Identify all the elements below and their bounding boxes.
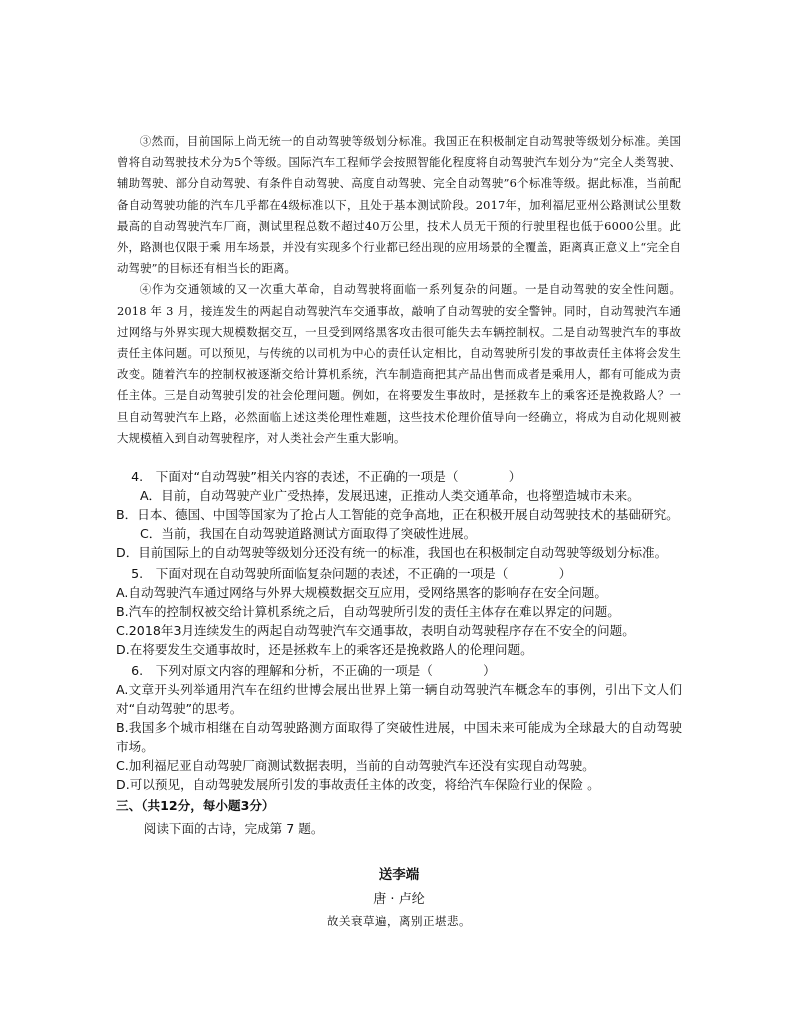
question-5-option-b: B.汽车的控制权被交给计算机系统之后，自动驾驶所引发的责任主体存在难以界定的问题。 <box>116 604 620 619</box>
question-5-stem: 5. 下面对现在自动驾驶所面临复杂问题的表述，不正确的一项是（ ） <box>131 566 572 581</box>
poem-line-1: 故关衰草遍，离别正堪悲。 <box>327 914 471 928</box>
reading-passage <box>117 131 681 449</box>
question-6-option-a: A.文章开头列举通用汽车在纽约世博会展出世界上第一辆自动驾驶汽车概念车的事例，引出下文人们对“自动驾驶”的思考。 <box>116 682 682 716</box>
question-4-option-c: C．当前，我国在自动驾驶道路测试方面取得了突破性进展。 <box>139 526 477 541</box>
question-4-option-d: D．目前国际上的自动驾驶等级划分还没有统一的标准，我国也在积极制定自动驾驶等级划分标准。 <box>116 545 668 560</box>
question-4-option-b: B．日本、德国、中国等国家为了抢占人工智能的竞争高地，正在积极开展自动驾驶技术的基础研究。 <box>116 507 679 522</box>
question-list <box>116 467 682 838</box>
question-5-option-d: D.在将要发生交通事故时，还是拯救车上的乘客还是挽救路人的伦理问题。 <box>116 642 533 657</box>
section-3-heading: 三、（共12分，每小题3分） <box>116 798 275 813</box>
question-6-stem: 6. 下列对原文内容的理解和分析，不正确的一项是（ ） <box>131 663 496 678</box>
poem-author: 唐 · 卢纶 <box>373 892 425 907</box>
poem-title: 送李端 <box>378 867 420 883</box>
question-6-option-c: C.加利福尼亚自动驾驶厂商测试数据表明，当前的自动驾驶汽车还没有实现自动驾驶。 <box>116 758 595 773</box>
question-6-option-d: D.可以预见，自动驾驶发展所引发的事故责任主体的改变，将给汽车保险行业的保险 。 <box>116 777 600 792</box>
passage-paragraph-4: ④作为交通领域的又一次重大革命，自动驾驶将面临一系列复杂的问题。一是自动驾驶的安全性问题。 2018 年 3 月，接连发生的两起自动驾驶汽车交通事故，敲响了自动驾驶的安全警钟。同时，自动驾驶汽车通过网络与外界实现大规模数据交互，一旦受到网络黑客攻击很可能失去车辆控制权。二是自动驾驶汽车的事故责任主体问题。可以预见，与传统的以司机为中心的责任认定相比，自动驾驶所引发的事故责任主体将会发生改变。随着汽车的控制权被逐渐交给计算机系统，汽车制造商把其产品出售而成者是乘用人，都有可能成为责任主体。三是自动驾驶引发的社会伦理问题。例如，在将要发生事故时，是拯救车上的乘客还是挽救路人？一旦自动驾驶汽车上路，必然面临上述这类伦理性难题，这些技术伦理价值导向一经确立，将成为自动化规则被大规模植入到自动驾驶程序，对人类社会产生重大影响。 <box>117 282 681 445</box>
question-5-option-c: C.2018年3月连续发生的两起自动驾驶汽车交通事故，表明自动驾驶程序存在不安全的问题。 <box>116 623 635 638</box>
question-6-option-b: B.我国多个城市相继在自动驾驶路测方面取得了突破性进展，中国未来可能成为全球最大的自动驾驶市场。 <box>116 720 682 754</box>
question-4-stem: 4. 下面对“自动驾驶”相关内容的表述，不正确的一项是（ ） <box>131 469 522 484</box>
passage-paragraph-3: ③然而，目前国际上尚无统一的自动驾驶等级划分标准。我国正在积极制定自动驾驶等级划分标准。美国曾将自动驾驶技术分为5个等级。国际汽车工程师学会按照智能化程度将自动驾驶汽车划分为“完全人类驾驶、辅助驾驶、部分自动驾驶、有条件自动驾驶、高度自动驾驶、完全自动驾驶”6个标准等级。据此标准，当前配备自动驾驶功能的汽车几乎都在4级标准以下，且处于基本测试阶段。2017年，加利福尼亚州公路测试公里数最高的自动驾驶汽车厂商，测试里程总数不超过40万公里，技术人员无干预的行驶里程也低于6000公里。此外，路测也仅限于乘 用车场景，并没有实现多个行业都已经出现的应用场景的全覆盖，距离真正意义上“完全自动驾驶”的目标还有相当长的距离。 <box>117 134 681 276</box>
question-5-option-a: A.自动驾驶汽车通过网络与外界大规模数据交互应用，受网络黑客的影响存在安全问题。 <box>116 585 607 600</box>
section-3-instruction: 阅读下面的古诗，完成第 7 题。 <box>143 821 324 836</box>
question-4-option-a: A．目前，自动驾驶产业广受热捧，发展迅速，正推动人类交通革命，也将塑造城市未来。 <box>139 488 640 503</box>
